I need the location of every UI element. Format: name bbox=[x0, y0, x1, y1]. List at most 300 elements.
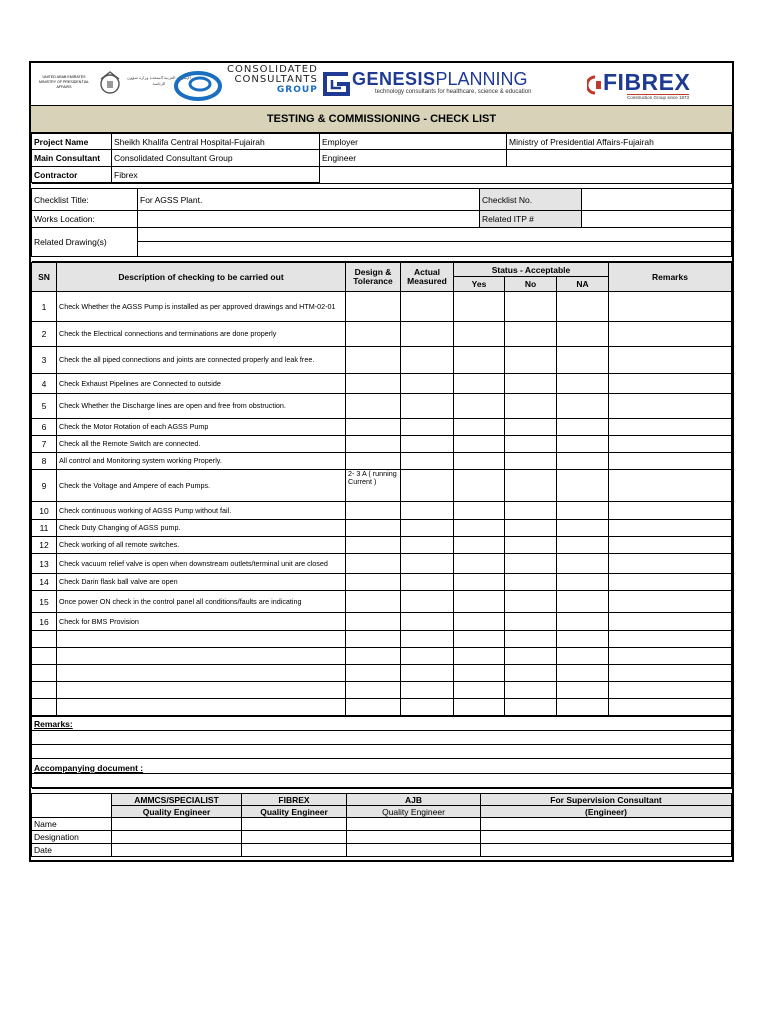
checks-table bbox=[31, 262, 732, 716]
item-actual-measured[interactable] bbox=[401, 470, 454, 502]
item-status-no[interactable] bbox=[505, 436, 557, 453]
no-header: No bbox=[505, 277, 557, 292]
item-actual-measured[interactable] bbox=[401, 394, 454, 419]
empty-cell[interactable] bbox=[57, 665, 346, 682]
item-sn: 16 bbox=[32, 613, 57, 631]
ministry-line-1: UNITED ARAB EMIRATES bbox=[42, 75, 86, 79]
signoff-designation-cell[interactable] bbox=[347, 831, 481, 844]
item-status-na[interactable] bbox=[557, 502, 609, 520]
design-header-line-1: Design & bbox=[354, 267, 392, 277]
engineer-value bbox=[507, 150, 732, 167]
table-row bbox=[32, 436, 732, 453]
signoff-designation-cell[interactable] bbox=[242, 831, 347, 844]
empty-cell[interactable] bbox=[401, 665, 454, 682]
checklist-info-table bbox=[31, 183, 732, 262]
description-header: Description of checking to be carried out bbox=[57, 263, 346, 292]
item-status-no[interactable] bbox=[505, 502, 557, 520]
empty-cell[interactable] bbox=[505, 682, 557, 699]
project-info-table bbox=[31, 133, 732, 183]
checks-header-row bbox=[32, 263, 732, 277]
empty-table-row bbox=[32, 665, 732, 682]
item-status-yes[interactable] bbox=[454, 374, 505, 394]
empty-cell[interactable] bbox=[505, 648, 557, 665]
item-description: Check Darin flask ball valve are open bbox=[57, 574, 346, 591]
signoff-designation-row bbox=[32, 831, 732, 844]
item-remarks[interactable] bbox=[609, 347, 732, 374]
item-sn: 2 bbox=[32, 322, 57, 347]
checks-body bbox=[32, 292, 732, 716]
empty-cell[interactable] bbox=[609, 682, 732, 699]
signoff-col4-sub: (Engineer) bbox=[481, 806, 732, 818]
signoff-designation-label: Designation bbox=[32, 831, 112, 844]
main-consultant-label: Main Consultant bbox=[32, 150, 112, 167]
item-status-yes[interactable] bbox=[454, 292, 505, 322]
item-design-tolerance bbox=[346, 374, 401, 394]
genesis-light: PLANNING bbox=[435, 69, 528, 89]
table-row bbox=[32, 347, 732, 374]
item-design-tolerance bbox=[346, 613, 401, 631]
item-status-yes[interactable] bbox=[454, 394, 505, 419]
item-status-no[interactable] bbox=[505, 591, 557, 613]
item-sn: 7 bbox=[32, 436, 57, 453]
table-row bbox=[32, 613, 732, 631]
page-title: TESTING & COMMISSIONING - CHECK LIST bbox=[31, 106, 732, 133]
item-status-yes[interactable] bbox=[454, 613, 505, 631]
signoff-designation-cell[interactable] bbox=[481, 831, 732, 844]
item-status-no[interactable] bbox=[505, 419, 557, 436]
empty-cell[interactable] bbox=[454, 699, 505, 716]
item-actual-measured[interactable] bbox=[401, 436, 454, 453]
item-sn: 3 bbox=[32, 347, 57, 374]
project-name-label: Project Name bbox=[32, 134, 112, 150]
works-location-row bbox=[32, 211, 732, 228]
ministry-logo-text bbox=[35, 75, 93, 90]
empty-cell[interactable] bbox=[557, 648, 609, 665]
empty-cell[interactable] bbox=[346, 665, 401, 682]
item-sn: 4 bbox=[32, 374, 57, 394]
item-description: All control and Monitoring system working Properly. bbox=[57, 453, 346, 470]
item-description: Check continuous working of AGSS Pump without fail. bbox=[57, 502, 346, 520]
accompanying-value bbox=[32, 774, 732, 788]
signoff-date-cell[interactable] bbox=[347, 844, 481, 857]
consolidated-swirl-icon bbox=[173, 68, 223, 102]
empty-cell[interactable] bbox=[401, 648, 454, 665]
table-row bbox=[32, 502, 732, 520]
item-actual-measured[interactable] bbox=[401, 322, 454, 347]
item-remarks[interactable] bbox=[609, 419, 732, 436]
sn-header: SN bbox=[32, 263, 57, 292]
signoff-name-cell[interactable] bbox=[347, 818, 481, 831]
genesis-g-icon bbox=[322, 71, 350, 97]
item-design-tolerance bbox=[346, 574, 401, 591]
remarks-label-row bbox=[32, 717, 732, 731]
empty-table-row bbox=[32, 648, 732, 665]
item-status-yes[interactable] bbox=[454, 470, 505, 502]
item-sn: 15 bbox=[32, 591, 57, 613]
consolidated-logo-text bbox=[227, 65, 318, 95]
table-row bbox=[32, 591, 732, 613]
uae-emblem-icon bbox=[97, 69, 123, 99]
signoff-col1-title: AMMCS/SPECIALIST bbox=[112, 794, 242, 806]
empty-cell[interactable] bbox=[454, 682, 505, 699]
signoff-name-cell[interactable] bbox=[481, 818, 732, 831]
related-drawing-value-1 bbox=[138, 228, 732, 242]
main-consultant-value: Consolidated Consultant Group bbox=[112, 150, 320, 167]
empty-cell[interactable] bbox=[557, 699, 609, 716]
item-status-na[interactable] bbox=[557, 347, 609, 374]
project-name-value: Sheikh Khalifa Central Hospital-Fujairah bbox=[112, 134, 320, 150]
item-status-yes[interactable] bbox=[454, 554, 505, 574]
signoff-sub-row bbox=[32, 806, 732, 818]
employer-label: Employer bbox=[320, 134, 507, 150]
employer-value: Ministry of Presidential Affairs-Fujairah bbox=[507, 134, 732, 150]
item-sn: 14 bbox=[32, 574, 57, 591]
signoff-col1-sub: Quality Engineer bbox=[112, 806, 242, 818]
item-remarks[interactable] bbox=[609, 453, 732, 470]
fibrex-mark-icon bbox=[587, 75, 603, 95]
item-status-yes[interactable] bbox=[454, 436, 505, 453]
item-design-tolerance: 2- 3 A ( running Current ) bbox=[346, 470, 401, 502]
item-description: Check the Voltage and Ampere of each Pumps. bbox=[57, 470, 346, 502]
remarks-header: Remarks bbox=[609, 263, 732, 292]
item-status-yes[interactable] bbox=[454, 347, 505, 374]
table-row bbox=[32, 554, 732, 574]
table-row bbox=[32, 453, 732, 470]
item-status-yes[interactable] bbox=[454, 520, 505, 537]
signoff-date-row bbox=[32, 844, 732, 857]
table-row bbox=[32, 520, 732, 537]
item-description: Check Duty Changing of AGSS pump. bbox=[57, 520, 346, 537]
signoff-date-cell[interactable] bbox=[481, 844, 732, 857]
item-remarks[interactable] bbox=[609, 591, 732, 613]
signoff-corner bbox=[32, 794, 112, 818]
item-description: Check Whether the AGSS Pump is installed as per approved drawings and HTM-02-01 bbox=[57, 292, 346, 322]
item-sn: 1 bbox=[32, 292, 57, 322]
item-sn: 9 bbox=[32, 470, 57, 502]
empty-cell[interactable] bbox=[401, 699, 454, 716]
item-design-tolerance bbox=[346, 292, 401, 322]
item-remarks[interactable] bbox=[609, 470, 732, 502]
signoff-date-cell[interactable] bbox=[112, 844, 242, 857]
remarks-table bbox=[31, 716, 732, 788]
signoff-title-row bbox=[32, 794, 732, 806]
item-status-na[interactable] bbox=[557, 322, 609, 347]
item-sn: 8 bbox=[32, 453, 57, 470]
item-design-tolerance bbox=[346, 347, 401, 374]
empty-cell[interactable] bbox=[32, 699, 57, 716]
item-design-tolerance bbox=[346, 436, 401, 453]
signoff-name-row bbox=[32, 818, 732, 831]
checklist-number-label: Checklist No. bbox=[480, 189, 582, 211]
ministry-line-2: MINISTRY OF PRESIDENTIAL AFFAIRS bbox=[39, 80, 89, 89]
item-remarks[interactable] bbox=[609, 613, 732, 631]
item-remarks[interactable] bbox=[609, 374, 732, 394]
empty-cell[interactable] bbox=[57, 648, 346, 665]
item-status-na[interactable] bbox=[557, 419, 609, 436]
actual-header bbox=[401, 263, 454, 292]
empty-cell[interactable] bbox=[454, 631, 505, 648]
signoff-name-label: Name bbox=[32, 818, 112, 831]
item-status-yes[interactable] bbox=[454, 591, 505, 613]
item-status-na[interactable] bbox=[557, 436, 609, 453]
empty-cell[interactable] bbox=[401, 682, 454, 699]
empty-cell[interactable] bbox=[346, 648, 401, 665]
checklist-title-label: Checklist Title: bbox=[32, 189, 138, 211]
empty-cell[interactable] bbox=[57, 682, 346, 699]
item-status-na[interactable] bbox=[557, 591, 609, 613]
item-actual-measured[interactable] bbox=[401, 292, 454, 322]
item-status-na[interactable] bbox=[557, 394, 609, 419]
item-design-tolerance bbox=[346, 394, 401, 419]
consolidated-line-3: GROUP bbox=[276, 85, 318, 95]
item-remarks[interactable] bbox=[609, 537, 732, 554]
item-sn: 5 bbox=[32, 394, 57, 419]
checklist-title-row bbox=[32, 189, 732, 211]
item-status-no[interactable] bbox=[505, 554, 557, 574]
signoff-date-label: Date bbox=[32, 844, 112, 857]
item-status-no[interactable] bbox=[505, 470, 557, 502]
table-row bbox=[32, 574, 732, 591]
design-header-line-2: Tolerance bbox=[353, 276, 393, 286]
item-actual-measured[interactable] bbox=[401, 453, 454, 470]
item-actual-measured[interactable] bbox=[401, 574, 454, 591]
item-sn: 6 bbox=[32, 419, 57, 436]
item-actual-measured[interactable] bbox=[401, 419, 454, 436]
item-remarks[interactable] bbox=[609, 574, 732, 591]
item-actual-measured[interactable] bbox=[401, 591, 454, 613]
contractor-value: Fibrex bbox=[112, 167, 320, 183]
item-actual-measured[interactable] bbox=[401, 374, 454, 394]
item-description: Check working of all remote switches. bbox=[57, 537, 346, 554]
contractor-row bbox=[32, 167, 732, 183]
item-design-tolerance bbox=[346, 419, 401, 436]
empty-table-row bbox=[32, 631, 732, 648]
item-status-na[interactable] bbox=[557, 554, 609, 574]
item-actual-measured[interactable] bbox=[401, 554, 454, 574]
empty-cell[interactable] bbox=[346, 682, 401, 699]
item-status-na[interactable] bbox=[557, 470, 609, 502]
item-design-tolerance bbox=[346, 322, 401, 347]
signoff-name-cell[interactable] bbox=[242, 818, 347, 831]
project-name-row bbox=[32, 134, 732, 150]
remarks-value-1 bbox=[32, 731, 732, 745]
table-row bbox=[32, 470, 732, 502]
table-row bbox=[32, 419, 732, 436]
engineer-label: Engineer bbox=[320, 150, 507, 167]
checklist-sheet bbox=[29, 61, 734, 862]
empty-cell[interactable] bbox=[32, 631, 57, 648]
design-header bbox=[346, 263, 401, 292]
item-sn: 10 bbox=[32, 502, 57, 520]
empty-cell[interactable] bbox=[346, 631, 401, 648]
item-sn: 12 bbox=[32, 537, 57, 554]
item-description: Check Whether the Discharge lines are open and free from obstruction. bbox=[57, 394, 346, 419]
item-description: Check all the Remote Switch are connected. bbox=[57, 436, 346, 453]
table-row bbox=[32, 394, 732, 419]
item-sn: 11 bbox=[32, 520, 57, 537]
fibrex-logo-text: FIBREX bbox=[603, 69, 691, 95]
consolidated-line-2: CONSULTANTS bbox=[234, 74, 318, 85]
item-status-no[interactable] bbox=[505, 613, 557, 631]
works-location-label: Works Location: bbox=[32, 211, 138, 228]
item-status-yes[interactable] bbox=[454, 574, 505, 591]
item-status-yes[interactable] bbox=[454, 419, 505, 436]
table-row bbox=[32, 537, 732, 554]
genesis-logo-text bbox=[352, 69, 528, 89]
related-drawing-label: Related Drawing(s) bbox=[32, 228, 138, 257]
empty-cell[interactable] bbox=[454, 665, 505, 682]
signoff-col3-title: AJB bbox=[347, 794, 481, 806]
empty-cell[interactable] bbox=[609, 631, 732, 648]
item-status-yes[interactable] bbox=[454, 502, 505, 520]
item-status-na[interactable] bbox=[557, 537, 609, 554]
item-status-yes[interactable] bbox=[454, 322, 505, 347]
item-design-tolerance bbox=[346, 520, 401, 537]
consolidated-line-1: CONSOLIDATED bbox=[227, 64, 318, 75]
item-remarks[interactable] bbox=[609, 502, 732, 520]
checklist-number-value bbox=[582, 189, 732, 211]
contractor-label: Contractor bbox=[32, 167, 112, 183]
empty-cell[interactable] bbox=[557, 682, 609, 699]
empty-cell[interactable] bbox=[32, 665, 57, 682]
empty-cell[interactable] bbox=[505, 665, 557, 682]
empty-cell[interactable] bbox=[401, 631, 454, 648]
item-status-na[interactable] bbox=[557, 613, 609, 631]
item-actual-measured[interactable] bbox=[401, 537, 454, 554]
na-header: NA bbox=[557, 277, 609, 292]
empty-cell[interactable] bbox=[557, 665, 609, 682]
item-status-yes[interactable] bbox=[454, 453, 505, 470]
ministry-arabic-text: الإمارات العربية المتحدة وزارة شؤون الرئاسة bbox=[127, 75, 191, 86]
empty-cell[interactable] bbox=[57, 631, 346, 648]
item-description: Once power ON check in the control panel all conditions/faults are indicating bbox=[57, 591, 346, 613]
item-status-no[interactable] bbox=[505, 453, 557, 470]
remarks-label: Remarks: bbox=[32, 717, 732, 731]
remarks-line-2 bbox=[32, 745, 732, 759]
empty-cell[interactable] bbox=[32, 682, 57, 699]
checklist-title-value: For AGSS Plant. bbox=[138, 189, 480, 211]
item-status-no[interactable] bbox=[505, 574, 557, 591]
item-description: Check the all piped connections and joints are connected properly and leak free. bbox=[57, 347, 346, 374]
status-header: Status - Acceptable bbox=[454, 263, 609, 277]
item-actual-measured[interactable] bbox=[401, 347, 454, 374]
empty-cell[interactable] bbox=[454, 648, 505, 665]
contractor-spacer bbox=[320, 167, 507, 183]
remarks-value-2 bbox=[32, 745, 732, 759]
item-status-na[interactable] bbox=[557, 520, 609, 537]
item-sn: 13 bbox=[32, 554, 57, 574]
signoff-designation-cell[interactable] bbox=[112, 831, 242, 844]
item-description: Check the Motor Rotation of each AGSS Pump bbox=[57, 419, 346, 436]
genesis-tagline: technology consultants for healthcare, science & education bbox=[375, 89, 532, 95]
contractor-spacer-2 bbox=[507, 167, 732, 183]
item-status-no[interactable] bbox=[505, 292, 557, 322]
item-status-no[interactable] bbox=[505, 520, 557, 537]
item-status-no[interactable] bbox=[505, 374, 557, 394]
empty-cell[interactable] bbox=[505, 631, 557, 648]
item-actual-measured[interactable] bbox=[401, 613, 454, 631]
item-status-na[interactable] bbox=[557, 453, 609, 470]
item-status-no[interactable] bbox=[505, 537, 557, 554]
works-location-value bbox=[138, 211, 480, 228]
gap-cell-2 bbox=[32, 257, 732, 262]
actual-header-line-2: Measured bbox=[407, 276, 447, 286]
signoff-name-cell[interactable] bbox=[112, 818, 242, 831]
item-status-na[interactable] bbox=[557, 292, 609, 322]
signoff-date-cell[interactable] bbox=[242, 844, 347, 857]
item-remarks[interactable] bbox=[609, 554, 732, 574]
item-status-yes[interactable] bbox=[454, 537, 505, 554]
empty-cell[interactable] bbox=[505, 699, 557, 716]
item-status-no[interactable] bbox=[505, 347, 557, 374]
accompanying-label: Accompanying document : bbox=[32, 759, 732, 774]
empty-cell[interactable] bbox=[609, 648, 732, 665]
item-actual-measured[interactable] bbox=[401, 520, 454, 537]
signoff-col3-sub: Quality Engineer bbox=[347, 806, 481, 818]
item-remarks[interactable] bbox=[609, 322, 732, 347]
genesis-bold: GENESIS bbox=[352, 69, 436, 89]
empty-table-row bbox=[32, 682, 732, 699]
item-remarks[interactable] bbox=[609, 436, 732, 453]
table-row bbox=[32, 292, 732, 322]
table-row bbox=[32, 374, 732, 394]
item-description: Check the Electrical connections and terminations are done properly bbox=[57, 322, 346, 347]
item-design-tolerance bbox=[346, 502, 401, 520]
item-design-tolerance bbox=[346, 554, 401, 574]
item-actual-measured[interactable] bbox=[401, 502, 454, 520]
item-remarks[interactable] bbox=[609, 520, 732, 537]
item-description: Check for BMS Provision bbox=[57, 613, 346, 631]
item-description: Check vacuum relief valve is open when downstream outlets/terminal unit are closed bbox=[57, 554, 346, 574]
item-design-tolerance bbox=[346, 453, 401, 470]
item-status-na[interactable] bbox=[557, 374, 609, 394]
empty-cell[interactable] bbox=[557, 631, 609, 648]
main-consultant-row bbox=[32, 150, 732, 167]
item-design-tolerance bbox=[346, 591, 401, 613]
signoff-col4-title: For Supervision Consultant bbox=[481, 794, 732, 806]
item-design-tolerance bbox=[346, 537, 401, 554]
signoff-table bbox=[31, 788, 732, 857]
accompanying-label-row bbox=[32, 759, 732, 774]
actual-header-line-1: Actual bbox=[414, 267, 440, 277]
related-itp-value bbox=[582, 211, 732, 228]
item-status-no[interactable] bbox=[505, 322, 557, 347]
item-status-na[interactable] bbox=[557, 574, 609, 591]
item-remarks[interactable] bbox=[609, 292, 732, 322]
logo-header bbox=[31, 63, 732, 106]
table-row bbox=[32, 322, 732, 347]
empty-table-row bbox=[32, 699, 732, 716]
empty-cell[interactable] bbox=[609, 665, 732, 682]
drawing-row-1 bbox=[32, 228, 732, 242]
remarks-line-1 bbox=[32, 731, 732, 745]
item-remarks[interactable] bbox=[609, 394, 732, 419]
empty-cell[interactable] bbox=[57, 699, 346, 716]
yes-header: Yes bbox=[454, 277, 505, 292]
signoff-col2-title: FIBREX bbox=[242, 794, 347, 806]
checklist-gap-row-2 bbox=[32, 257, 732, 262]
related-itp-label: Related ITP # bbox=[480, 211, 582, 228]
signoff-col2-sub: Quality Engineer bbox=[242, 806, 347, 818]
empty-cell[interactable] bbox=[346, 699, 401, 716]
item-status-no[interactable] bbox=[505, 394, 557, 419]
related-drawing-value-2 bbox=[138, 242, 732, 257]
empty-cell[interactable] bbox=[609, 699, 732, 716]
fibrex-tagline: Construction Group since 1973 bbox=[627, 95, 690, 100]
empty-cell[interactable] bbox=[32, 648, 57, 665]
item-description: Check Exhaust Pipelines are Connected to outside bbox=[57, 374, 346, 394]
accompanying-line bbox=[32, 774, 732, 788]
